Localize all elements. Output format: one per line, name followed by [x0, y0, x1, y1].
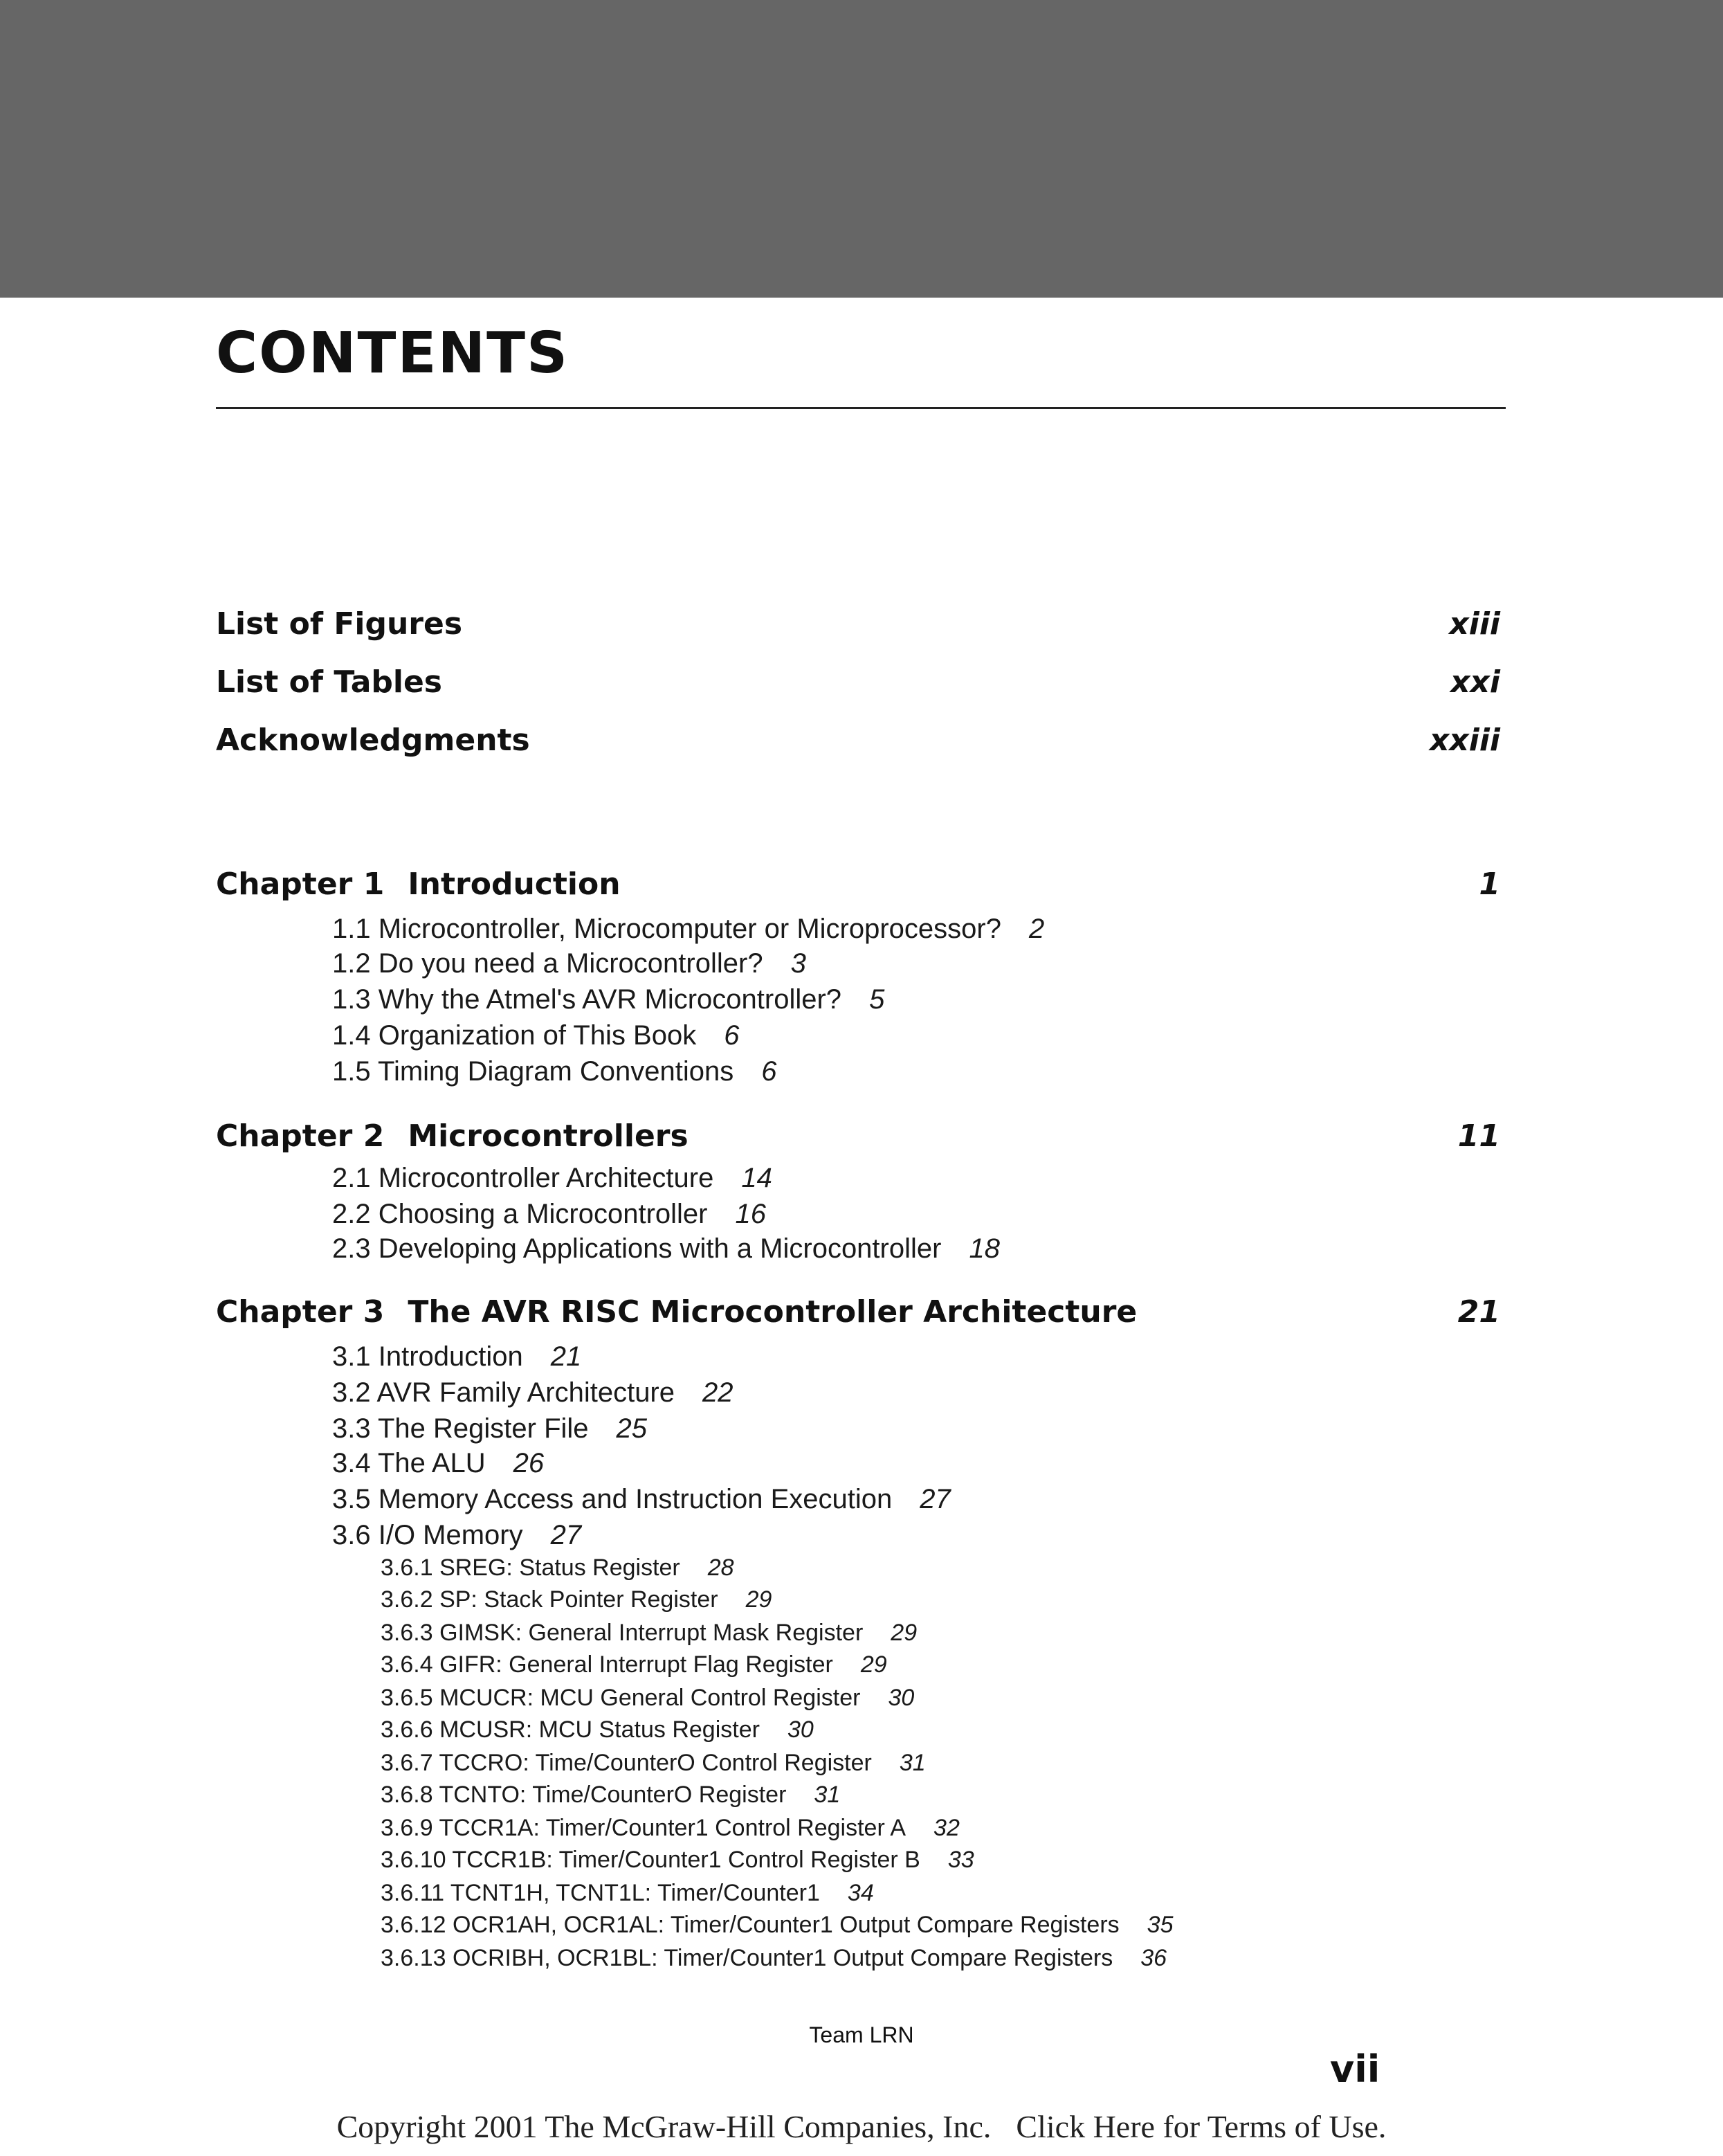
section-page: 27	[920, 1484, 951, 1514]
section-page: 14	[741, 1163, 772, 1193]
terms-of-use-link[interactable]: Click Here for Terms of Use.	[1016, 2109, 1387, 2144]
subsection-page: 29	[860, 1651, 887, 1678]
toc-entry-list-of-tables[interactable]	[216, 662, 1500, 703]
toc-entry-page: xiii	[1449, 606, 1500, 642]
subsection-page: 35	[1147, 1912, 1174, 1938]
toc-entry-acknowledgments[interactable]	[216, 720, 1500, 761]
subsection-page: 36	[1140, 1945, 1167, 1971]
toc-entry-page: xxi	[1450, 664, 1500, 700]
section-page: 16	[735, 1199, 766, 1229]
section-label: 3.5 Memory Access and Instruction Execution	[332, 1484, 893, 1514]
section-label: 3.4 The ALU	[332, 1448, 486, 1478]
section-page: 21	[550, 1341, 582, 1372]
section-page: 25	[616, 1413, 648, 1444]
toc-subsection[interactable]	[381, 1617, 917, 1649]
section-label: 1.2 Do you need a Microcontroller?	[332, 948, 763, 979]
section-page: 26	[513, 1448, 545, 1478]
toc-section[interactable]	[332, 1231, 1000, 1267]
toc-entry-list-of-figures[interactable]	[216, 604, 1500, 645]
chapter-title: Microcontrollers	[408, 1118, 689, 1154]
toc-entry-label: Acknowledgments	[216, 723, 530, 758]
section-label: 2.1 Microcontroller Architecture	[332, 1163, 714, 1193]
section-label: 2.2 Choosing a Microcontroller	[332, 1199, 708, 1229]
subsection-label: 3.6.11 TCNT1H, TCNT1L: Timer/Counter1	[381, 1880, 820, 1906]
chapter-number: Chapter 2	[216, 1118, 385, 1154]
section-page: 3	[790, 948, 806, 979]
toc-subsection[interactable]	[381, 1584, 772, 1615]
title-divider	[216, 407, 1506, 409]
section-page: 2	[1028, 914, 1045, 944]
toc-section[interactable]	[332, 945, 806, 981]
chapter-page: 21	[1457, 1294, 1500, 1330]
toc-section[interactable]	[332, 1481, 951, 1517]
subsection-label: 3.6.4 GIFR: General Interrupt Flag Register	[381, 1651, 833, 1678]
toc-section[interactable]	[332, 1017, 739, 1053]
section-label: 2.3 Developing Applications with a Microcontroller	[332, 1233, 942, 1264]
toc-subsection[interactable]	[381, 1552, 734, 1584]
header-band	[0, 0, 1723, 298]
toc-chapter-3[interactable]	[216, 1292, 1500, 1333]
copyright-text: Copyright 2001 The McGraw-Hill Companies, Inc.	[336, 2109, 992, 2144]
subsection-page: 31	[814, 1782, 841, 1808]
subsection-label: 3.6.10 TCCR1B: Timer/Counter1 Control Register B	[381, 1847, 920, 1873]
subsection-page: 28	[707, 1555, 734, 1581]
subsection-label: 3.6.6 MCUSR: MCU Status Register	[381, 1716, 760, 1743]
toc-subsection[interactable]	[381, 1649, 887, 1681]
subsection-label: 3.6.9 TCCR1A: Timer/Counter1 Control Register A	[381, 1815, 906, 1841]
toc-subsection[interactable]	[381, 1942, 1167, 1974]
subsection-label: 3.6.1 SREG: Status Register	[381, 1555, 680, 1581]
toc-entry-label: List of Tables	[216, 664, 442, 700]
chapter-number: Chapter 3	[216, 1294, 385, 1330]
section-page: 6	[761, 1056, 777, 1087]
section-page: 18	[969, 1233, 1000, 1264]
chapter-page: 1	[1479, 867, 1500, 902]
toc-section[interactable]	[332, 1517, 581, 1553]
toc-section[interactable]	[332, 1053, 777, 1089]
subsection-label: 3.6.12 OCR1AH, OCR1AL: Timer/Counter1 Output Compare Registers	[381, 1912, 1120, 1938]
toc-section[interactable]	[332, 1196, 766, 1232]
page-number: vii	[1330, 2047, 1380, 2091]
toc-section[interactable]	[332, 1339, 581, 1375]
subsection-label: 3.6.3 GIMSK: General Interrupt Mask Register	[381, 1620, 864, 1646]
subsection-page: 31	[899, 1750, 926, 1776]
toc-entry-page: xxiii	[1429, 723, 1500, 758]
toc-section[interactable]	[332, 1160, 772, 1196]
section-label: 3.3 The Register File	[332, 1413, 589, 1444]
toc-section[interactable]	[332, 1445, 544, 1481]
toc-subsection[interactable]	[381, 1779, 840, 1811]
toc-section[interactable]	[332, 981, 884, 1017]
subsection-label: 3.6.5 MCUCR: MCU General Control Register	[381, 1685, 861, 1711]
section-page: 27	[550, 1520, 582, 1550]
chapter-title: The AVR RISC Microcontroller Architecture	[408, 1294, 1138, 1330]
chapter-page: 11	[1457, 1118, 1500, 1154]
toc-section[interactable]	[332, 1375, 733, 1411]
subsection-page: 30	[787, 1716, 814, 1743]
section-label: 3.2 AVR Family Architecture	[332, 1377, 675, 1408]
toc-subsection[interactable]	[381, 1747, 926, 1779]
toc-section[interactable]	[332, 911, 1044, 947]
subsection-label: 3.6.13 OCRIBH, OCR1BL: Timer/Counter1 Output Compare Registers	[381, 1945, 1113, 1971]
chapter-number: Chapter 1	[216, 867, 385, 902]
toc-subsection[interactable]	[381, 1844, 974, 1876]
section-label: 3.1 Introduction	[332, 1341, 523, 1372]
toc-chapter-1[interactable]	[216, 864, 1500, 905]
toc-subsection[interactable]	[381, 1812, 960, 1844]
subsection-page: 34	[847, 1880, 874, 1906]
copyright-line	[0, 2108, 1723, 2145]
section-page: 6	[724, 1020, 740, 1051]
subsection-label: 3.6.7 TCCRO: Time/CounterO Control Register	[381, 1750, 872, 1776]
section-page: 5	[869, 984, 885, 1015]
subsection-page: 29	[745, 1586, 772, 1613]
subsection-label: 3.6.8 TCNTO: Time/CounterO Register	[381, 1782, 787, 1808]
subsection-page: 29	[891, 1620, 918, 1646]
section-page: 22	[702, 1377, 733, 1408]
toc-subsection[interactable]	[381, 1682, 914, 1714]
toc-subsection[interactable]	[381, 1909, 1174, 1941]
section-label: 1.4 Organization of This Book	[332, 1020, 697, 1051]
section-label: 1.3 Why the Atmel's AVR Microcontroller?	[332, 984, 842, 1015]
team-label: Team LRN	[809, 2022, 914, 2047]
toc-subsection[interactable]	[381, 1714, 814, 1746]
subsection-page: 30	[888, 1685, 915, 1711]
toc-entry-label: List of Figures	[216, 606, 463, 642]
toc-subsection[interactable]	[381, 1877, 874, 1909]
toc-chapter-2[interactable]	[216, 1116, 1500, 1157]
page-title: CONTENTS	[216, 320, 569, 386]
subsection-page: 32	[933, 1815, 960, 1841]
section-label: 1.5 Timing Diagram Conventions	[332, 1056, 734, 1087]
toc-section[interactable]	[332, 1411, 647, 1447]
subsection-label: 3.6.2 SP: Stack Pointer Register	[381, 1586, 718, 1613]
chapter-title: Introduction	[408, 867, 621, 902]
subsection-page: 33	[947, 1847, 974, 1873]
section-label: 3.6 I/O Memory	[332, 1520, 523, 1550]
section-label: 1.1 Microcontroller, Microcomputer or Microprocessor?	[332, 914, 1001, 944]
